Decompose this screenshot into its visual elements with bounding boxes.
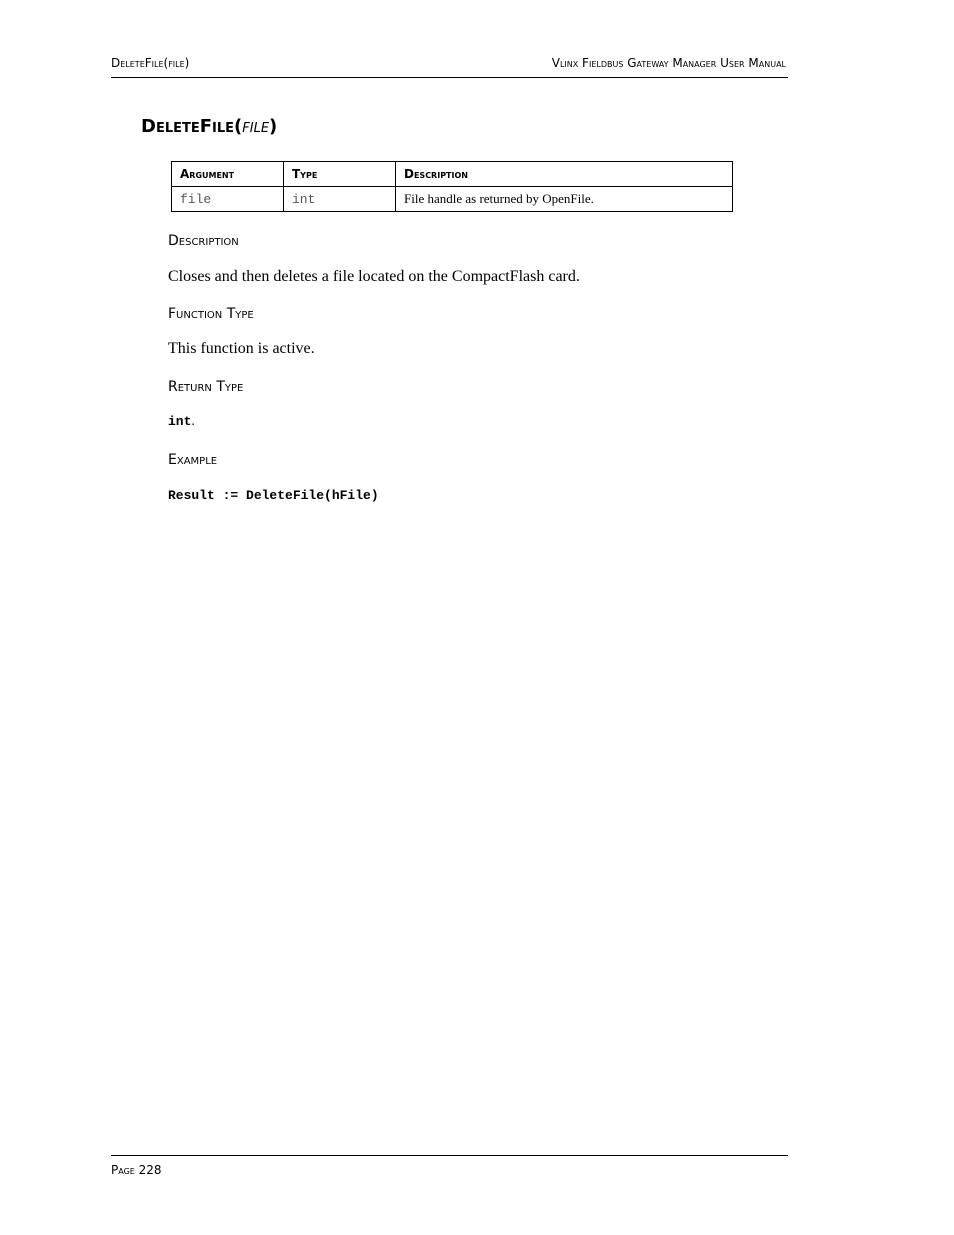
example-code: Result := DeleteFile(hFile) xyxy=(168,488,379,503)
title-argument: file xyxy=(242,116,270,137)
header-type: Type xyxy=(284,162,396,187)
title-close-paren: ) xyxy=(269,116,278,137)
return-type-period: . xyxy=(191,414,195,429)
description-text: Closes and then deletes a file located on the CompactFlash card. xyxy=(168,268,580,285)
cell-description: File handle as returned by OpenFile. xyxy=(396,187,733,212)
return-type-heading: Return Type xyxy=(168,379,244,395)
title-function-name: DeleteFile( xyxy=(141,116,243,137)
table-header-row xyxy=(172,162,733,187)
cell-argument: file xyxy=(172,187,284,212)
page-title xyxy=(141,116,277,137)
argument-table xyxy=(171,161,733,212)
description-heading: Description xyxy=(168,233,239,249)
cell-type: int xyxy=(284,187,396,212)
running-footer xyxy=(111,1155,788,1177)
page-number: Page 228 xyxy=(111,1163,162,1177)
running-header xyxy=(111,55,788,78)
function-type-text: This function is active. xyxy=(168,340,315,357)
header-section-name: DeleteFile(file) xyxy=(111,56,190,70)
header-description: Description xyxy=(396,162,733,187)
table-row xyxy=(172,187,733,212)
example-heading: Example xyxy=(168,452,218,468)
return-type-code: int xyxy=(168,414,192,429)
return-type-line xyxy=(168,414,195,430)
function-type-heading: Function Type xyxy=(168,306,254,322)
header-argument: Argument xyxy=(172,162,284,187)
header-manual-title: Vlinx Fieldbus Gateway Manager User Manual xyxy=(551,56,786,70)
